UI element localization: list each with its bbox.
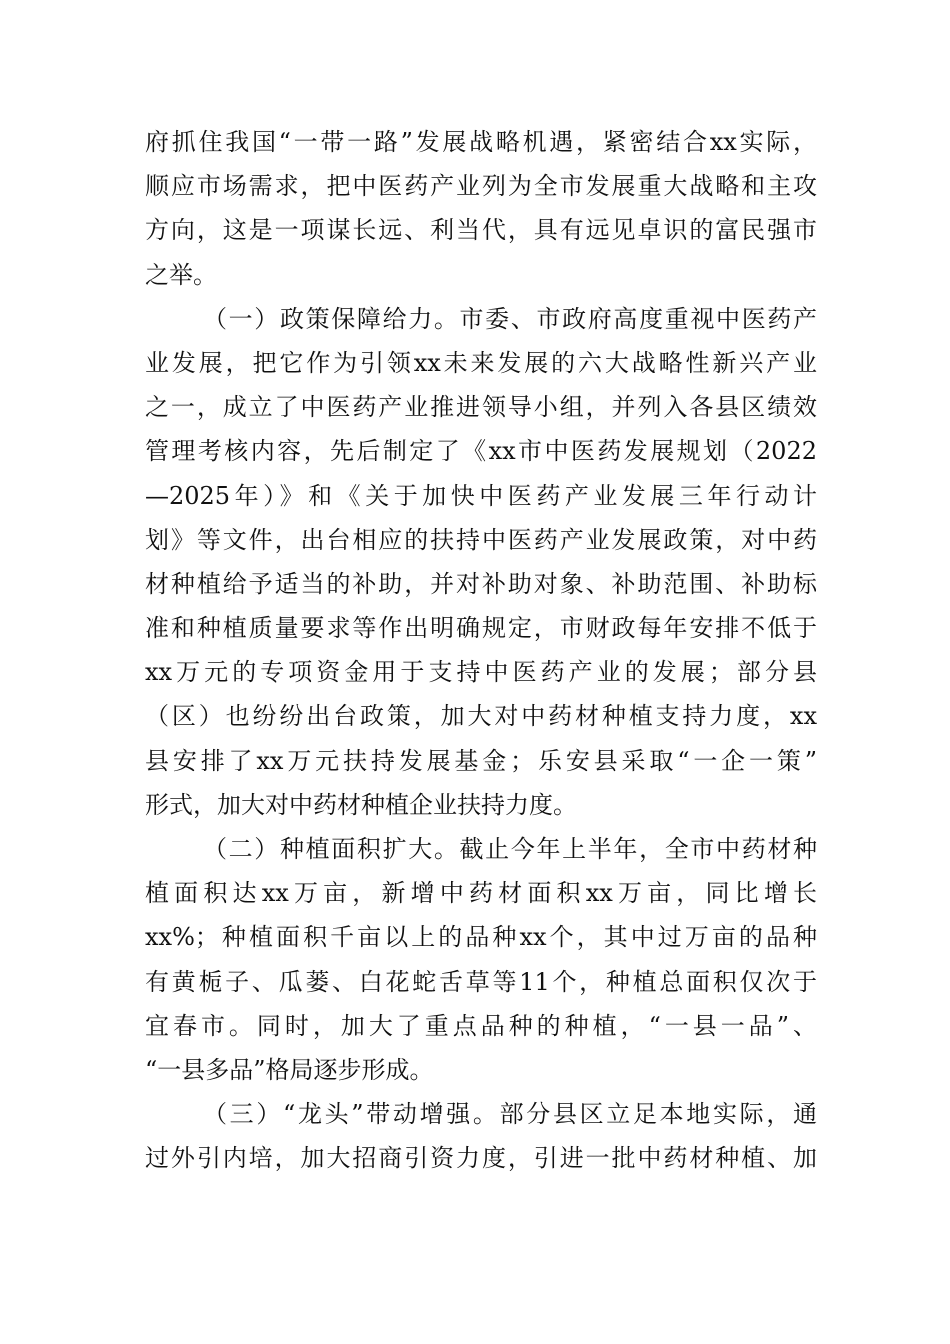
text-line: “一县多品”格局逐步形成。 [145,1055,434,1084]
text-line: xx万元的专项资金用于支持中医药产业的发展；部分县 [145,658,817,687]
paragraph-leading-enterprises [145,1092,817,1180]
text-line: 材种植给予适当的补助，并对补助对象、补助范围、补助标 [145,569,817,598]
text-line: （区）也纷纷出台政策，加大对中药材种植支持力度，xx [145,702,817,731]
text-line: —2025年）》和《关于加快中医药产业发展三年行动计 [145,481,817,510]
text-line: 府抓住我国“一带一路”发展战略机遇，紧密结合xx实际， [145,128,817,156]
text-line: 有黄栀子、瓜蒌、白花蛇舌草等11个，种植总面积仅次于 [145,967,817,996]
text-line: 宜春市。同时，加大了重点品种的种植，“一县一品”、 [145,1011,817,1040]
paragraph-policy [145,297,817,827]
text-line: 形式，加大对中药材种植企业扶持力度。 [145,790,577,819]
text-line: 县安排了xx万元扶持发展基金；乐安县采取“一企一策” [145,746,817,775]
text-line: （一）政策保障给力。市委、市政府高度重视中医药产 [203,304,817,333]
text-line: xx%；种植面积千亩以上的品种xx个，其中过万亩的品种 [145,923,817,952]
text-line: （三）“龙头”带动增强。部分县区立足本地实际，通 [203,1100,817,1129]
paragraph-planting-area [145,827,817,1092]
document-body [145,120,817,1181]
text-line: 管理考核内容，先后制定了《xx市中医药发展规划（2022 [145,437,817,466]
text-line: 业发展，把它作为引领xx未来发展的六大战略性新兴产业 [145,348,817,377]
text-line: 方向，这是一项谋长远、利当代，具有远见卓识的富民强市 [145,216,817,245]
text-line: 之举。 [145,260,217,289]
text-line: （二）种植面积扩大。截止今年上半年，全市中药材种 [203,835,817,863]
text-line: 顺应市场需求，把中医药产业列为全市发展重大战略和主攻 [145,172,817,201]
text-line: 准和种植质量要求等作出明确规定，市财政每年安排不低于 [145,614,817,643]
text-line: 之一，成立了中医药产业推进领导小组，并列入各县区绩效 [145,393,817,422]
text-line: 划》等文件，出台相应的扶持中医药产业发展政策，对中药 [145,525,817,554]
text-line: 植面积达xx万亩，新增中药材面积xx万亩，同比增长 [145,879,817,908]
text-line: 过外引内培，加大招商引资力度，引进一批中药材种植、加 [145,1144,817,1173]
paragraph-intro [145,120,817,297]
